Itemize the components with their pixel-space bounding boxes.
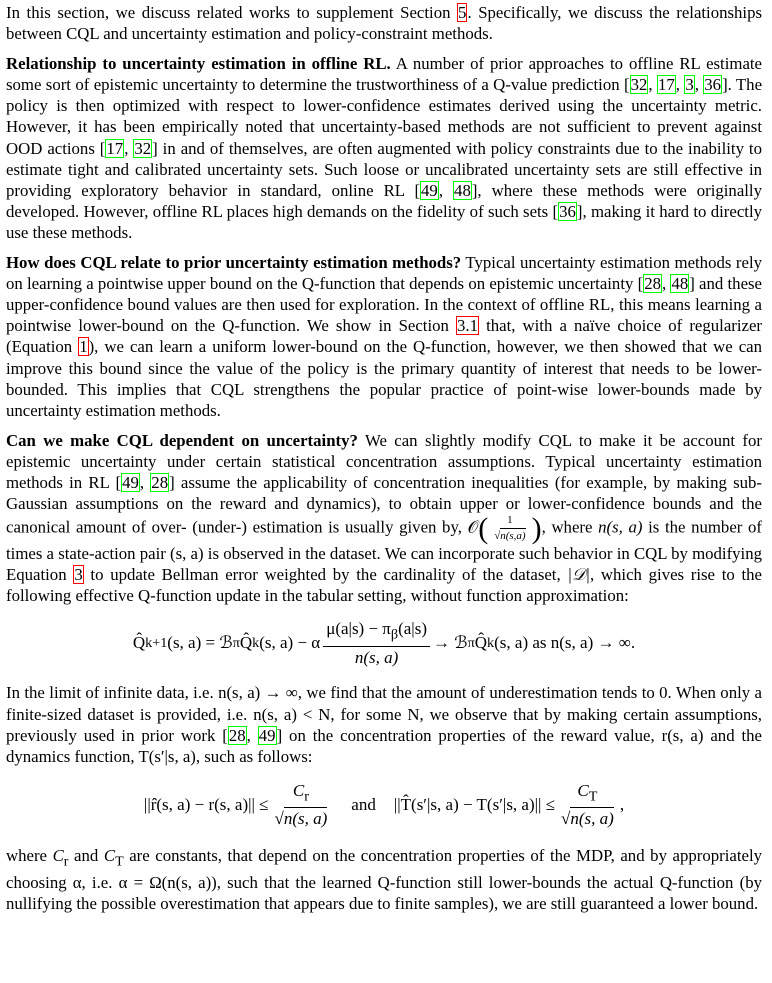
page <box>6 0 762 923</box>
equation-ref[interactable]: 1 <box>79 337 88 357</box>
citation[interactable]: 28 <box>151 472 169 492</box>
citation[interactable]: 28 <box>644 274 661 294</box>
citation[interactable]: 28 <box>228 725 246 745</box>
intro-paragraph: In this section, we discuss related works to supplement Section 5. Specifically, we discuss the relationships between CQL and uncertainty estimation and policy-constraint methods. <box>6 3 762 44</box>
section-ref[interactable]: 5 <box>458 3 467 22</box>
citation[interactable]: 48 <box>454 180 471 200</box>
big-o-expression: 𝒪( $\frac{1}{√n(s,a)}$ ) <box>467 511 542 545</box>
infinite-data-paragraph: In the limit of infinite data, i.e. n(s, a) → ∞, we find that the amount of underestimation tends to 0. When only a finite-sized dataset is provided, i.e. n(s, a) < N, for some N, we observe that by making certain assumptions, previously used in prior work [28, 49] on the concentration properties of the reward value, r(s, a) and the dynamics function, T(s′|s, a), such as follows: <box>6 683 762 766</box>
citation[interactable]: 49 <box>258 725 276 745</box>
uncertainty-offline-rl-paragraph: Relationship to uncertainty estimation in offline RL. A number of prior approaches to offline RL estimate some sort of epistemic uncertainty to determine the trustworthiness of a Q-value prediction [32, 17, 3, 36]. The policy is then optimized with respect to lower-confidence estimates derived using the uncertainty metric. However, it has been empirically noted that uncertainty-based methods are not sufficient to prevent against OOD actions [17, 32] in and of themselves, are often augmented with policy constraints due to the inability to estimate tight and calibrated uncertainty sets. Such loose or uncalibrated uncertainty sets are still effective in providing exploratory behavior in standard, online RL [49, 48], where these methods were originally developed. However, offline RL places high demands on the fidelity of such sets [36], making it hard to directly use these methods. <box>6 54 763 242</box>
paragraph-heading: How does CQL relate to prior uncertainty estimation methods? <box>6 253 462 273</box>
citation[interactable]: 17 <box>106 138 124 158</box>
equation-ref[interactable]: 3 <box>74 565 83 585</box>
cql-uncertainty-dependent-paragraph: Can we make CQL dependent on uncertainty? We can slightly modify CQL to make it be account for epistemic uncertainty under certain statistical concentration assumptions. Typical uncertainty estimation methods in RL [49, 28] assume the applicability of concentration inequalities (for example, by making sub-Gaussian assumptions on the reward and dynamics), to obtain upper or lower-confidence bounds and the canonical amount of over- (under-) estimation is usually given by, 𝒪( $\frac{1}{√n(s,a)}$ ), where n(s, a) is the number of times a state-action pair (s, a) is observed in the dataset. We can incorporate such behavior in CQL by modifying Equation 3 to update Bellman error weighted by the cardinality of the dataset, |𝒟|, which gives rise to the following effective Q-function update in the tabular setting, without function approximation: <box>6 430 763 606</box>
concentration-inequalities: ||r̂(s, a) − r(s, a)|| ≤ $\frac{C_r}{√n(s, a)}$ and ||T̂(s′|s, a) − T(s′|s, a)|| ≤ $\frac{C_T}{√n(s, a)}$ , <box>143 780 625 828</box>
citation[interactable]: 49 <box>122 472 139 492</box>
cql-vs-uncertainty-paragraph: How does CQL relate to prior uncertainty estimation methods? Typical uncertainty estimation methods rely on learning a pointwise upper bound on the Q-function that depends on epistemic uncertainty [28, 48] and these upper-confidence bound values are then used for exploration. In the context of offline RL, this means learning a pointwise lower-bound on the Q-function. We show in Section 3.1 that, with a naïve choice of regularizer (Equation 1), we can learn a uniform lower-bound on the Q-function, however, we then showed that we can improve this bound since the value of the policy is the primary quantity of interest that needs to be lower-bounded. This implies that CQL strengthens the popular practice of point-wise lower-bounds made by uncertainty estimation methods. <box>6 253 763 420</box>
section-ref[interactable]: 3.1 <box>457 316 478 336</box>
citation[interactable]: 36 <box>704 75 722 95</box>
citation[interactable]: 49 <box>421 180 438 200</box>
paragraph-heading: Can we make CQL dependent on uncertainty? <box>6 430 358 450</box>
citation[interactable]: 3 <box>685 75 694 95</box>
citation[interactable]: 48 <box>671 274 689 294</box>
q-update-equation: Q̂ k+1 (s, a) = ℬ π Q̂ k (s, a) − α $\frac{\mu(a|s) - \pi_\beta(a|s)}{n(s, a)}$ → ℬ π Q̂ k (s, a) as n(s, a) → ∞. <box>132 619 636 667</box>
constants-paragraph: where $C_r$ and $C_T$ are constants, that depend on the concentration properties of the MDP, and by appropriately choosing α, i.e. α = Ω(n(s, a)), such that the learned Q-function still lower-bounds the actual Q-function (by nullifying the possible overestimation that appears due to finite samples), we are still guaranteed a lower bound. <box>6 845 763 914</box>
paragraph-heading: Relationship to uncertainty estimation in offline RL. <box>6 54 391 74</box>
citation[interactable]: 32 <box>630 75 648 95</box>
citation[interactable]: 32 <box>134 138 152 158</box>
citation[interactable]: 17 <box>657 75 675 95</box>
citation[interactable]: 36 <box>559 201 576 221</box>
